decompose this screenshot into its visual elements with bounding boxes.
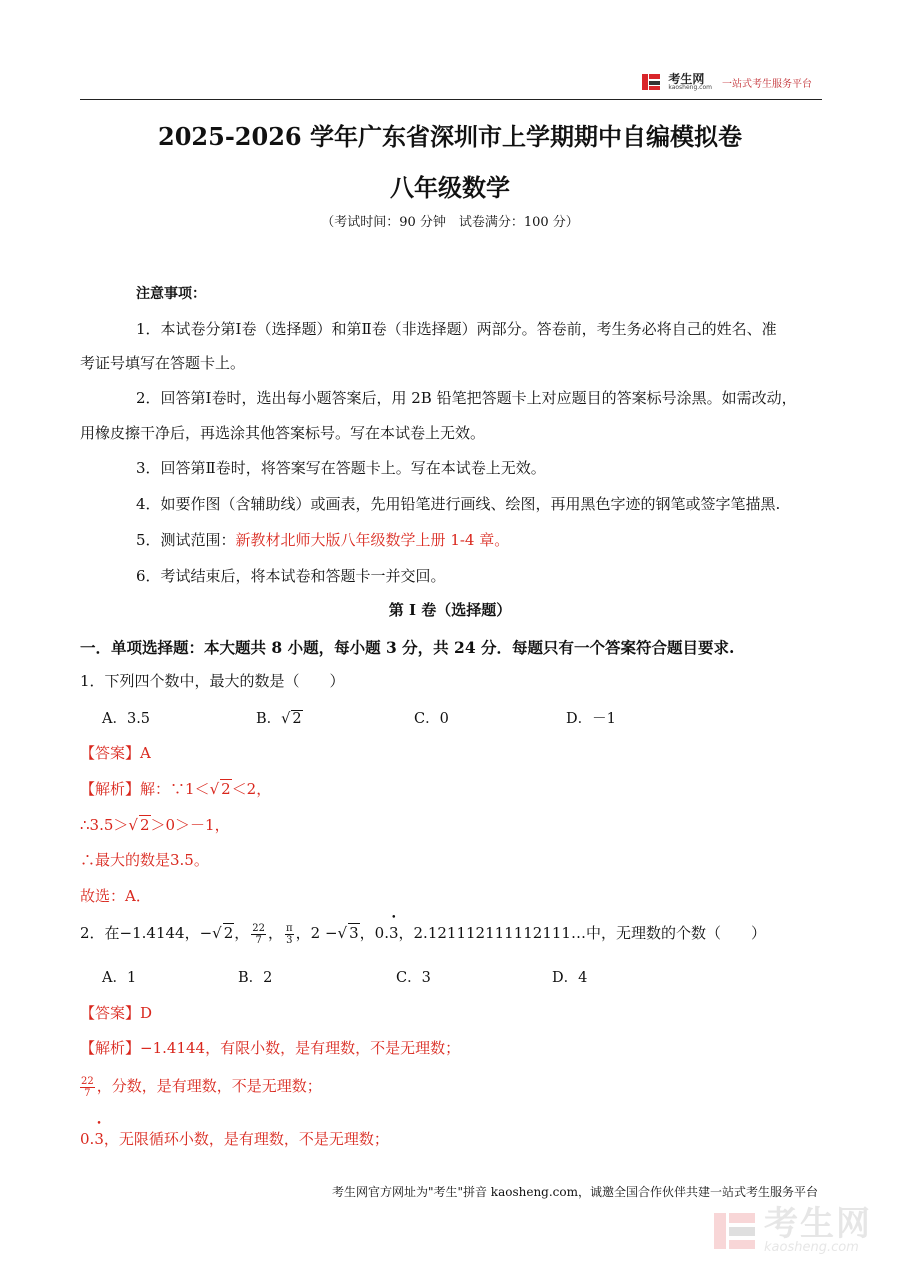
note-5-range: 新教材北师大版八年级数学上册 1-4 章。 (235, 531, 510, 549)
q2-analysis-1: −1.4144，有限小数，是有理数，不是无理数； (140, 1039, 461, 1057)
q2-fraction-22-7 (251, 923, 266, 946)
q2-frac2-numerator: π (286, 922, 293, 934)
page-title: 2025-2026 学年广东省深圳市上学期期中自编模拟卷 (158, 122, 742, 151)
q2-stem-end: ，2.121112111112111…中，无理数的个数（ ） (398, 924, 766, 942)
logo-en-text: kaosheng.com (668, 84, 712, 91)
watermark-cn: 考生网 (764, 1204, 872, 1244)
q2-option-d: D．4 (552, 970, 588, 986)
exam-info: （考试时间：90 分钟 试卷满分：100 分） (321, 215, 579, 230)
q2-analysis-label: 【解析】 (80, 1039, 141, 1057)
note-2-line-a: 2．回答第Ⅰ卷时，选出每小题答案后，用 2B 铅笔把答题卡上对应题目的答案标号涂黑。如需改动， (136, 389, 797, 407)
notes-heading: 注意事项： (136, 286, 206, 302)
q1-answer-value: A (140, 744, 151, 762)
q1-answer-label: 【答案】 (80, 744, 141, 762)
q1-stem: 1．下列四个数中，最大的数是（ ） (80, 672, 345, 690)
q2-answer (80, 1002, 152, 1023)
note-2-line-b: 用橡皮擦干净后，再选涂其他答案标号。写在本试卷上无效。 (80, 424, 486, 442)
q2-answer-value: D (140, 1004, 153, 1022)
kaosheng-logo-icon (642, 72, 662, 92)
q2-fraction-pi-3 (285, 923, 294, 946)
q2-analysis-fraction (80, 1076, 95, 1099)
q1-option-c: C．0 (414, 711, 449, 727)
part-heading: 一．单项选择题：本大题共 8 小题，每小题 3 分，共 24 分．每题只有一个答案符合题目要求. (80, 638, 735, 657)
q1-analysis-2b: ＞0＞－1， (150, 816, 230, 834)
note-5-prefix: 5．测试范围： (136, 531, 236, 549)
q1-option-d: D．－1 (566, 711, 616, 727)
q1-analysis-2a: ∴3.5＞ (80, 816, 129, 834)
q2-stem-radicand-2: 3 (349, 924, 359, 942)
q1-analysis-1a: 解：∵1＜ (140, 780, 210, 798)
watermark (714, 1204, 872, 1255)
q1-option-a: A．3.5 (102, 711, 151, 727)
q2-analysis-line-3 (80, 1128, 389, 1149)
q1-answer (80, 742, 151, 763)
q2-analysis-line-2 (80, 1075, 322, 1099)
section-title: 第 I 卷（选择题） (388, 601, 512, 619)
q2-stem-mid: 2 − (310, 924, 338, 942)
q2-stem-radicand-1: 2 (223, 924, 234, 942)
q2-answer-label: 【答案】 (80, 1004, 141, 1022)
q1-analysis-1-radicand: 2 (221, 780, 231, 798)
header-slogan: 一站式考生服务平台 (722, 78, 812, 90)
grade-subject-title: 八年级数学 (390, 173, 510, 202)
q1-option-b-radicand: 2 (292, 711, 302, 727)
note-5 (136, 529, 509, 550)
q1-analysis-line-2: ∴3.5＞√ 2＞0＞－1， (80, 816, 230, 834)
watermark-logo-icon (714, 1210, 756, 1252)
header-rule (80, 99, 822, 100)
q2-analysis-3-repeat-digit: • 3 (94, 1130, 104, 1148)
watermark-en: kaosheng.com (764, 1240, 859, 1255)
q2-repeat-digit: • 3 (389, 924, 399, 942)
note-3: 3．回答第Ⅱ卷时，将答案写在答题卡上。写在本试卷上无效。 (136, 459, 546, 477)
q1-analysis-1b: ＜2， (231, 780, 272, 798)
note-1-line-a: 1．本试卷分第Ⅰ卷（选择题）和第Ⅱ卷（非选择题）两部分。答卷前，考生务必将自己的姓名、准 (136, 320, 777, 338)
q2-stem-start: 2．在−1.4144，− (80, 924, 213, 942)
q2-analysis-3-base: 0. (80, 1130, 95, 1148)
note-6: 6．考试结束后，将本试卷和答题卡一并交回。 (136, 567, 446, 585)
q2-option-c: C．3 (396, 970, 431, 986)
q2-frac2-denominator: 3 (286, 934, 293, 946)
q2-analysis-3: ，无限循环小数，是有理数，不是无理数； (103, 1130, 389, 1148)
q1-option-b-label: B． (256, 711, 282, 727)
q2-repeat-base: 0. (374, 924, 389, 942)
q1-analysis-label: 【解析】 (80, 780, 141, 798)
q1-analysis-line-1: 【解析】解：∵1＜√ 2＜2， (80, 780, 272, 798)
q2-analysis-2: ，分数，是有理数，不是无理数； (96, 1077, 322, 1095)
q2-analysis-frac-numerator: 22 (81, 1075, 94, 1087)
q2-option-b: B．2 (238, 970, 273, 986)
note-1-line-b: 考证号填写在答题卡上。 (80, 354, 246, 372)
page-footer: 考生网官方网址为"考生"拼音 kaosheng.com，诚邀全国合作伙伴共建一站式考生服务平台 (331, 1185, 818, 1199)
q1-choice: 故选：A． (80, 887, 151, 905)
q1-analysis-line-3: ∴最大的数是3.5。 (80, 851, 209, 869)
q2-stem: 2．在−1.4144，−√ 2， $\frac{22}{7}$ ， $\frac{\pi}{3}$ ，2 −√ 3，0.• 3，2.121112111112111…中，无理数的个数（ ） (80, 922, 766, 946)
note-4: 4．如要作图（含辅助线）或画表，先用铅笔进行画线、绘图，再用黑色字迹的钢笔或签字笔描黑. (136, 495, 781, 513)
q1-option-b: B．√ 2 (256, 711, 302, 727)
header-logo (642, 72, 812, 92)
q2-analysis-line-1 (80, 1037, 460, 1058)
logo-cn-text: 考生网 (668, 72, 705, 86)
q2-frac1-denominator: 7 (255, 934, 262, 946)
q2-analysis-frac-denominator: 7 (84, 1087, 91, 1099)
q2-option-a: A．1 (102, 970, 137, 986)
q2-frac1-numerator: 22 (252, 922, 266, 934)
q1-analysis-2-radicand: 2 (139, 816, 150, 834)
